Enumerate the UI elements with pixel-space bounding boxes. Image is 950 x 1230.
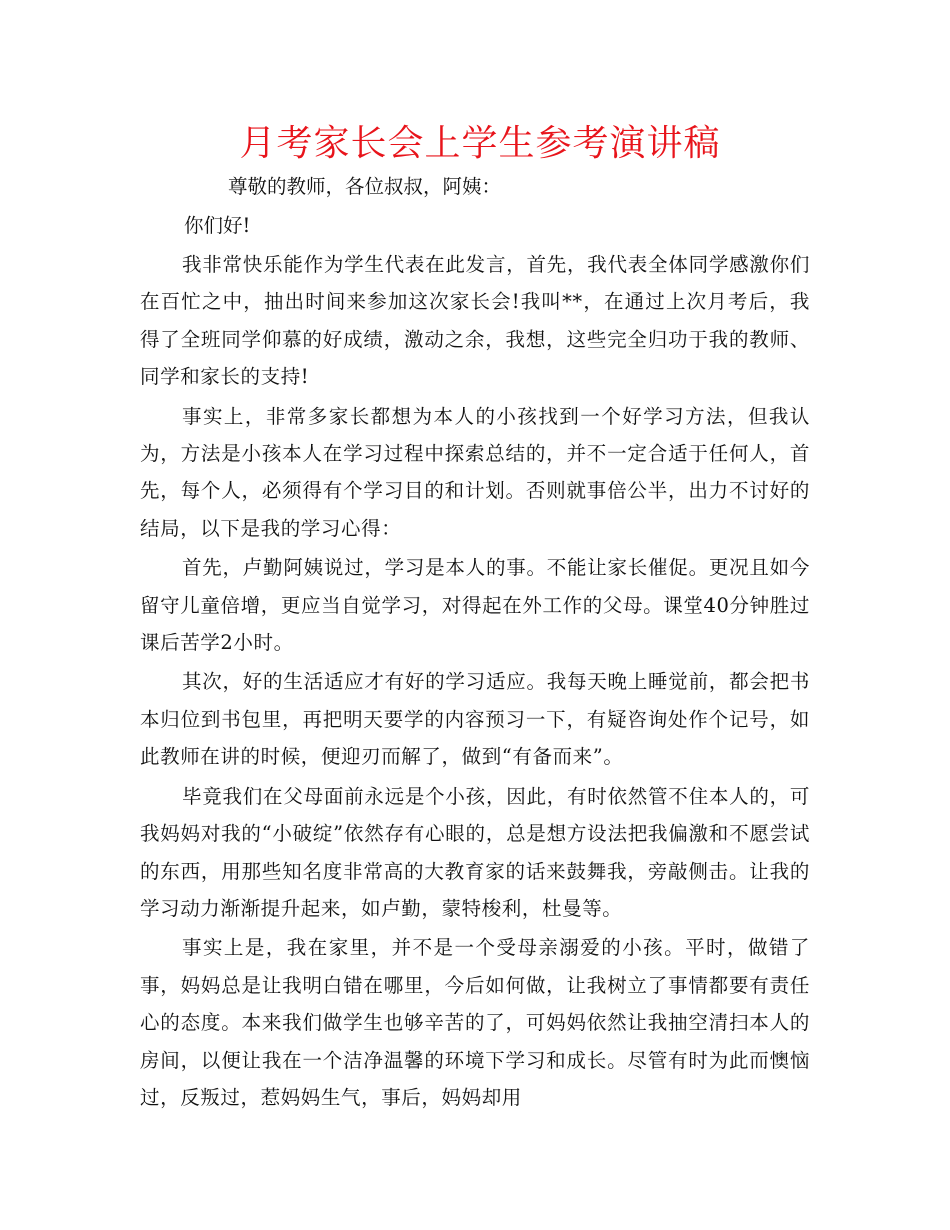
document-title: 月考家长会上学生参考演讲稿 [239,123,721,164]
document-page [140,118,810,1116]
paragraph: 事实上是，我在家里，并不是一个受母亲溺爱的小孩。平时，做错了事，妈妈总是让我明白错在哪里，今后如何做，让我树立了事情都要有责任心的态度。本来我们做学生也够辛苦的了，可妈妈依然让我抽空清扫本人的房间，以便让我在一个洁净温馨的环境下学习和成长。尽管有时为此而懊恼过，反叛过，惹妈妈生气，事后，妈妈却用 [140,936,810,1109]
paragraph: 毕竟我们在父母面前永远是个小孩，因此，有时依然管不住本人的，可我妈妈对我的“小破绽”依然存有心眼的，总是想方设法把我偏激和不愿尝试的东西，用那些知名度非常高的大教育家的话来鼓舞我，旁敲侧击。让我的学习动力渐渐提升起来，如卢勤，蒙特梭利，杜曼等。 [140,784,810,920]
salutation: 尊敬的教师，各位叔叔，阿姨： [228,175,502,198]
paragraph: 首先，卢勤阿姨说过，学习是本人的事。不能让家长催促。更况且如今留守儿童倍增，更应当自觉学习，对得起在外工作的父母。课堂40分钟胜过课后苦学2小时。 [140,556,810,655]
paragraph: 我非常快乐能作为学生代表在此发言，首先，我代表全体同学感激你们在百忙之中，抽出时间来参加这次家长会!我叫**，在通过上次月考后，我得了全班同学仰慕的好成绩，激动之余，我想，这些完全归功于我的教师、同学和家长的支持! [140,253,810,389]
greeting: 你们好! [184,214,251,237]
paragraph: 事实上，非常多家长都想为本人的小孩找到一个好学习方法，但我认为，方法是小孩本人在学习过程中探索总结的，并不一定合适于任何人，首先，每个人，必须得有个学习目的和计划。否则就事倍公半，出力不讨好的结局，以下是我的学习心得： [140,404,810,540]
paragraph: 其次，好的生活适应才有好的学习适应。我每天晚上睡觉前，都会把书本归位到书包里，再把明天要学的内容预习一下，有疑咨询处作个记号，如此教师在讲的时候，便迎刃而解了，做到“有备而来”。 [140,670,810,769]
